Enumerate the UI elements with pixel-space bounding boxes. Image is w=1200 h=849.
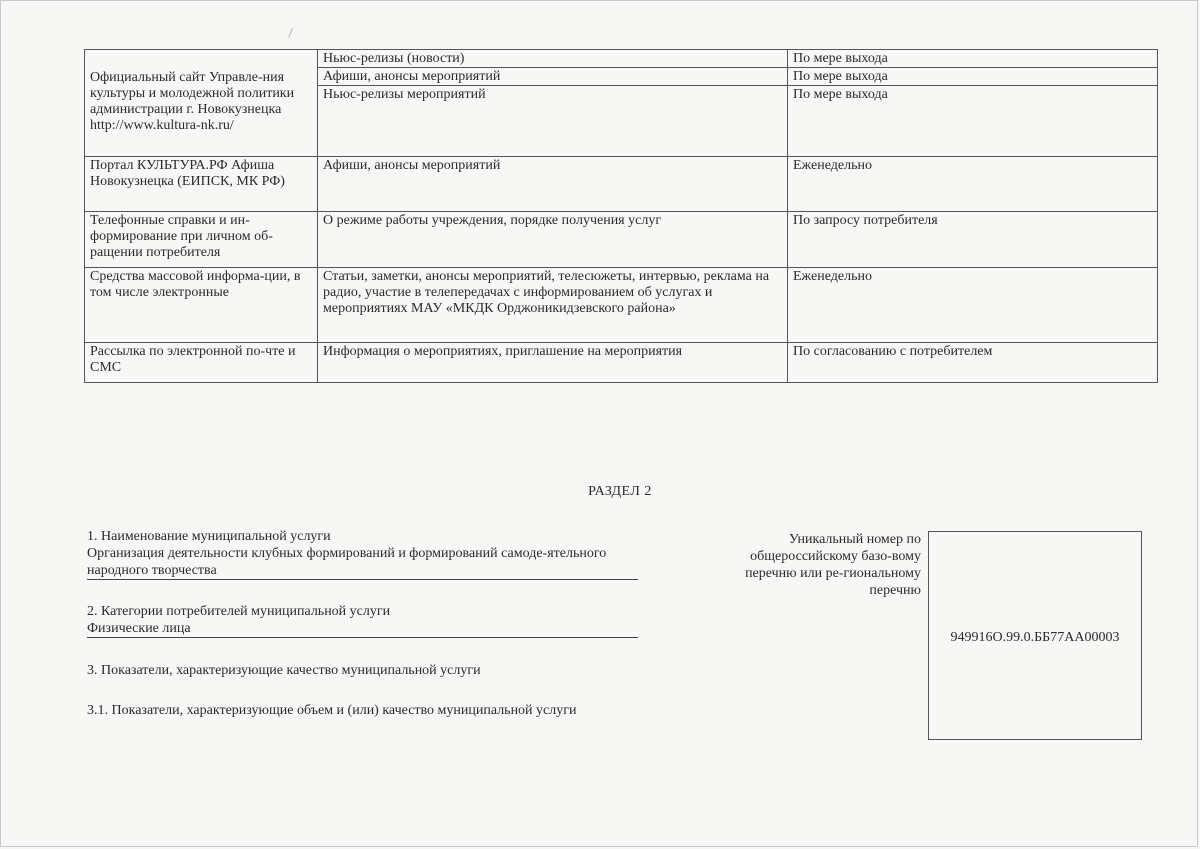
source-cell-official-site: Официальный сайт Управле-ния культуры и молодежной политики администрации г. Новокузнецка http://www.kultura-nk.ru/ bbox=[85, 50, 318, 157]
source-cell: Рассылка по электронной по-чте и СМС bbox=[85, 343, 318, 383]
source-cell: Портал КУЛЬТУРА.РФ Афиша Новокузнецка (ЕИПСК, МК РФ) bbox=[85, 157, 318, 212]
frequency-cell: Еженедельно bbox=[788, 268, 1158, 343]
content-cell: Статьи, заметки, анонсы мероприятий, телесюжеты, интервью, реклама на радио, участие в телепередачах с информированием об услугах и мероприятиях МАУ «МКДК Орджоникидзевского района» bbox=[318, 268, 788, 343]
frequency-cell: По согласованию с потребителем bbox=[788, 343, 1158, 383]
frequency-cell: По мере выхода bbox=[788, 50, 1158, 68]
quality-heading: 3. Показатели, характеризующие качество муниципальной услуги bbox=[87, 663, 481, 678]
content-cell: Афиши, анонсы мероприятий bbox=[318, 157, 788, 212]
unique-number-label: Уникальный номер по общероссийскому базо-вому перечню или ре-гиональному перечню bbox=[745, 532, 921, 598]
frequency-cell: По мере выхода bbox=[788, 68, 1158, 86]
consumer-label: 2. Категории потребителей муниципальной услуги bbox=[87, 604, 391, 619]
content-cell: Афиши, анонсы мероприятий bbox=[318, 68, 788, 86]
unique-number-box bbox=[928, 531, 1142, 740]
unique-number-code: 949916О.99.0.ББ77АА00003 bbox=[950, 630, 1120, 645]
service-name-label: 1. Наименование муниципальной услуги bbox=[87, 529, 331, 544]
content-cell: Ньюс-релизы мероприятий bbox=[318, 86, 788, 157]
frequency-cell: Еженедельно bbox=[788, 157, 1158, 212]
consumer-field bbox=[87, 603, 638, 638]
table-row bbox=[85, 343, 1158, 383]
consumer-block bbox=[87, 603, 638, 638]
content-cell: О режиме работы учреждения, порядке получения услуг bbox=[318, 212, 788, 268]
table-row bbox=[85, 50, 1158, 68]
table-row bbox=[85, 268, 1158, 343]
table-row bbox=[85, 157, 1158, 212]
service-name-field bbox=[87, 528, 638, 580]
section-title: РАЗДЕЛ 2 bbox=[588, 484, 652, 499]
service-name-block bbox=[87, 528, 638, 580]
volume-heading: 3.1. Показатели, характеризующие объем и (или) качество муниципальной услуги bbox=[87, 703, 577, 718]
consumer-value: Физические лица bbox=[87, 621, 191, 636]
frequency-cell: По мере выхода bbox=[788, 86, 1158, 157]
frequency-cell: По запросу потребителя bbox=[788, 212, 1158, 268]
service-name-value: Организация деятельности клубных формирований и формирований самоде-ятельного народного творчества bbox=[87, 546, 607, 578]
content-cell: Ньюс-релизы (новости) bbox=[318, 50, 788, 68]
information-table bbox=[84, 49, 1158, 383]
content-cell: Информация о мероприятиях, приглашение на мероприятия bbox=[318, 343, 788, 383]
table-row bbox=[85, 212, 1158, 268]
source-cell: Телефонные справки и ин-формирование при личном об-ращении потребителя bbox=[85, 212, 318, 268]
source-cell: Средства массовой информа-ции, в том числе электронные bbox=[85, 268, 318, 343]
